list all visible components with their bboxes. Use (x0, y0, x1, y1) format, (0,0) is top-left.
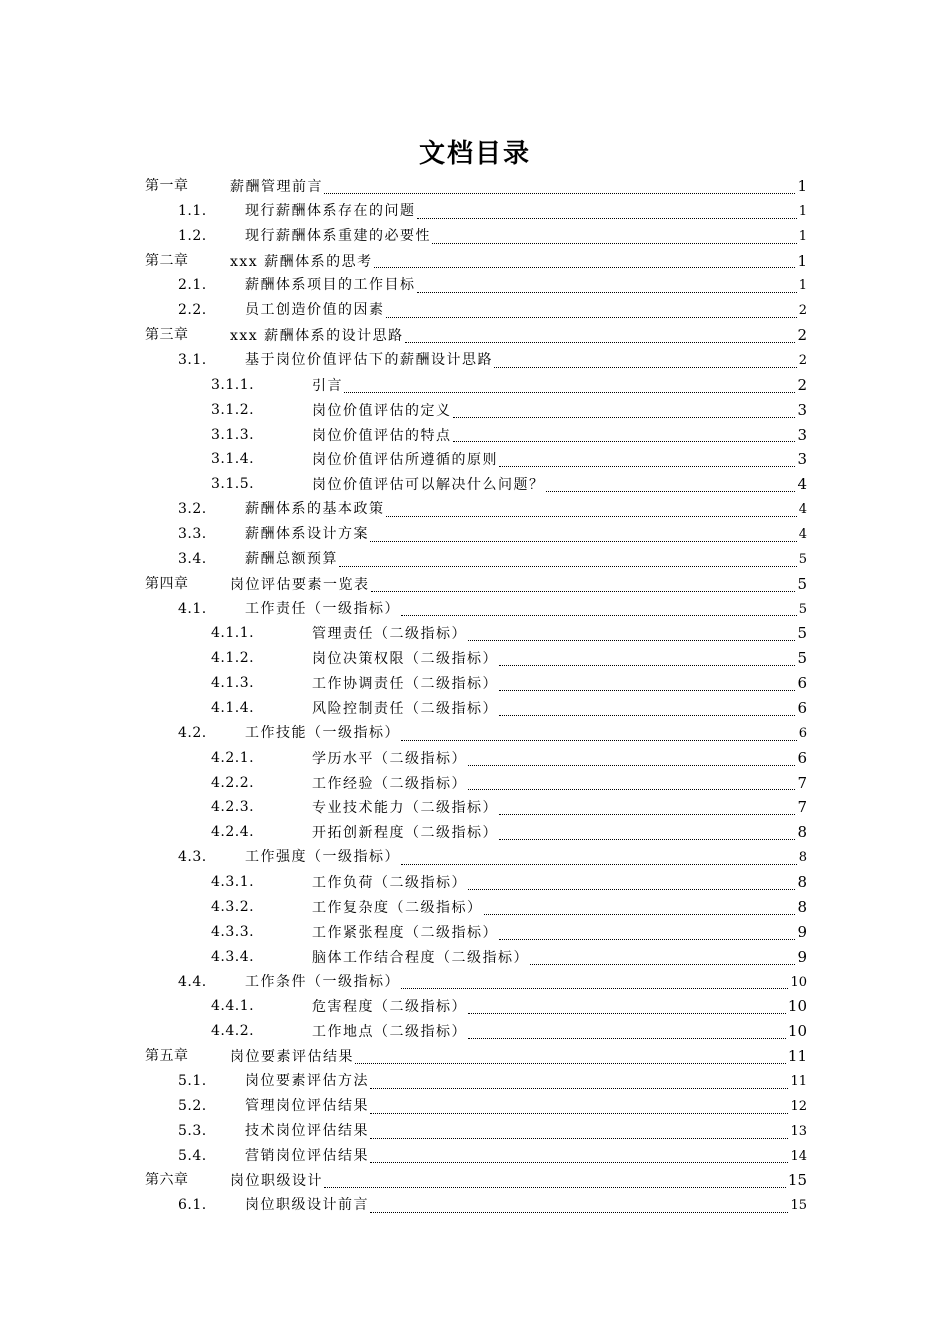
toc-entry-number: 3.1. (178, 352, 207, 369)
toc-entry-title: xxx 薪酬体系的思考 (230, 253, 373, 270)
toc-entry[interactable] (0, 497, 950, 522)
toc-entry-number: 2.2. (178, 302, 207, 319)
toc-entry[interactable] (0, 1144, 950, 1169)
toc-dot-leader (468, 789, 795, 790)
toc-entry-number: 4.1. (178, 600, 207, 617)
toc-entry-number: 4.2.2. (211, 774, 255, 791)
toc-entry-title: 岗位要素评估结果 (230, 1049, 354, 1066)
toc-entry[interactable] (0, 870, 950, 895)
toc-dot-leader (401, 740, 797, 741)
toc-entry-page: 6 (797, 699, 807, 718)
toc-entry-page: 2 (798, 353, 807, 369)
toc-entry-page: 8 (797, 873, 807, 892)
toc-dot-leader (417, 292, 797, 293)
toc-entry-page: 5 (798, 601, 807, 617)
toc-dot-leader (499, 814, 795, 815)
toc-entry[interactable] (0, 249, 950, 274)
toc-entry-page: 2 (797, 326, 807, 345)
toc-entry-page: 11 (787, 1047, 807, 1066)
toc-entry[interactable] (0, 696, 950, 721)
toc-entry[interactable] (0, 597, 950, 622)
toc-entry[interactable] (0, 373, 950, 398)
toc-entry-number: 4.2.1. (211, 749, 255, 766)
toc-entry-number: 第四章 (145, 575, 189, 592)
toc-entry-page: 8 (797, 897, 807, 916)
toc-dot-leader (370, 1212, 788, 1213)
toc-entry-page: 4 (798, 527, 807, 543)
toc-entry[interactable] (0, 771, 950, 796)
toc-entry[interactable] (0, 795, 950, 820)
toc-entry-title: 工作负荷（二级指标） (312, 875, 467, 892)
toc-dot-leader (370, 1088, 788, 1089)
toc-entry-page: 8 (797, 823, 807, 842)
toc-entry-title: 工作责任（一级指标） (245, 600, 400, 617)
toc-entry-title: xxx 薪酬体系的设计思路 (230, 328, 404, 345)
toc-entry[interactable] (0, 199, 950, 224)
toc-entry-title: 岗位价值评估可以解决什么问题？ (312, 477, 545, 494)
toc-entry-page: 15 (787, 1171, 807, 1190)
toc-entry-number: 4.3.2. (211, 898, 255, 915)
table-of-contents (0, 174, 950, 1218)
toc-entry-number: 5.1. (178, 1072, 207, 1089)
toc-dot-leader (468, 889, 795, 890)
toc-dot-leader (355, 1063, 786, 1064)
toc-entry-page: 10 (787, 1022, 807, 1041)
toc-dot-leader (417, 218, 797, 219)
toc-entry-title: 工作地点（二级指标） (312, 1024, 467, 1041)
toc-dot-leader (468, 765, 795, 766)
toc-dot-leader (468, 640, 795, 641)
toc-entry-page: 7 (797, 773, 807, 792)
toc-entry-page: 5 (797, 624, 807, 643)
toc-dot-leader (405, 342, 796, 343)
toc-dot-leader (401, 988, 788, 989)
toc-entry[interactable] (0, 1069, 950, 1094)
toc-entry-title: 岗位价值评估的特点 (312, 427, 452, 444)
toc-entry-number: 5.4. (178, 1147, 207, 1164)
toc-entry-title: 基于岗位价值评估下的薪酬设计思路 (245, 352, 493, 369)
toc-entry-number: 2.1. (178, 277, 207, 294)
toc-entry-number: 4.3.3. (211, 923, 255, 940)
toc-entry-page: 1 (798, 278, 807, 294)
toc-entry-page: 14 (790, 1148, 807, 1164)
toc-entry-title: 技术岗位评估结果 (245, 1122, 369, 1139)
toc-entry-number: 4.4.1. (211, 998, 255, 1015)
toc-entry[interactable] (0, 323, 950, 348)
toc-entry-page: 1 (797, 251, 807, 270)
toc-dot-leader (401, 615, 797, 616)
toc-dot-leader (530, 964, 795, 965)
toc-entry-title: 岗位决策权限（二级指标） (312, 651, 498, 668)
toc-entry-title: 现行薪酬体系存在的问题 (245, 202, 416, 219)
toc-entry[interactable] (0, 547, 950, 572)
toc-entry-page: 4 (797, 475, 807, 494)
toc-entry-title: 工作复杂度（二级指标） (312, 899, 483, 916)
toc-entry-title: 岗位价值评估的定义 (312, 402, 452, 419)
toc-dot-leader (432, 243, 797, 244)
toc-entry-title: 工作紧张程度（二级指标） (312, 924, 498, 941)
toc-dot-leader (401, 864, 797, 865)
toc-entry-page: 11 (790, 1073, 807, 1089)
page-title: 文档目录 (418, 139, 531, 169)
toc-entry-page: 1 (797, 177, 807, 195)
toc-dot-leader (370, 1138, 788, 1139)
toc-dot-leader (499, 939, 795, 940)
toc-entry-number: 4.1.1. (211, 625, 255, 642)
toc-dot-leader (499, 466, 795, 467)
toc-dot-leader (324, 193, 795, 194)
toc-entry-title: 现行薪酬体系重建的必要性 (245, 227, 431, 244)
toc-entry-number: 4.2.4. (211, 824, 255, 841)
toc-dot-leader (374, 267, 796, 268)
toc-entry[interactable] (0, 621, 950, 646)
toc-entry-title: 工作条件（一级指标） (245, 973, 400, 990)
toc-dot-leader (468, 1013, 786, 1014)
toc-entry-page: 12 (790, 1098, 807, 1114)
toc-entry-number: 4.4. (178, 973, 207, 990)
toc-entry-number: 第三章 (145, 327, 189, 344)
toc-entry-title: 风险控制责任（二级指标） (312, 701, 498, 718)
toc-entry-number: 5.3. (178, 1122, 207, 1139)
toc-entry-page: 10 (790, 974, 807, 990)
toc-entry[interactable] (0, 646, 950, 671)
toc-entry[interactable] (0, 522, 950, 547)
toc-entry-title: 工作经验（二级指标） (312, 775, 467, 792)
toc-entry-number: 3.1.5. (211, 476, 255, 493)
toc-entry[interactable] (0, 348, 950, 373)
toc-entry-page: 6 (797, 674, 807, 693)
toc-dot-leader (386, 317, 797, 318)
toc-entry-title: 薪酬体系的基本政策 (245, 501, 385, 518)
toc-entry-page: 10 (787, 997, 807, 1016)
toc-entry-page: 6 (797, 748, 807, 767)
toc-entry[interactable] (0, 970, 950, 995)
toc-entry-title: 学历水平（二级指标） (312, 750, 467, 767)
toc-entry-title: 管理岗位评估结果 (245, 1097, 369, 1114)
toc-entry-number: 3.1.2. (211, 401, 255, 418)
toc-entry-page: 2 (798, 303, 807, 319)
toc-entry-page: 2 (797, 375, 807, 394)
toc-entry[interactable] (0, 746, 950, 771)
toc-entry-number: 3.1.1. (211, 376, 255, 393)
toc-entry-title: 工作强度（一级指标） (245, 849, 400, 866)
toc-entry-number: 3.1.4. (211, 451, 255, 468)
toc-entry-title: 工作协调责任（二级指标） (312, 676, 498, 693)
toc-entry[interactable] (0, 845, 950, 870)
toc-entry[interactable] (0, 945, 950, 970)
toc-entry-number: 4.1.4. (211, 700, 255, 717)
toc-entry-page: 5 (797, 574, 807, 593)
toc-entry-number: 4.2.3. (211, 799, 255, 816)
toc-entry[interactable] (0, 298, 950, 323)
toc-entry-page: 5 (798, 551, 807, 567)
toc-entry[interactable] (0, 1019, 950, 1044)
toc-dot-leader (371, 591, 796, 592)
toc-entry[interactable] (0, 895, 950, 920)
toc-entry[interactable] (0, 224, 950, 249)
toc-entry-title: 脑体工作结合程度（二级指标） (312, 949, 529, 966)
toc-entry-number: 4.3.4. (211, 948, 255, 965)
toc-dot-leader (386, 516, 797, 517)
toc-entry-number: 第二章 (145, 252, 189, 269)
toc-dot-leader (499, 839, 795, 840)
toc-entry-page: 13 (790, 1123, 807, 1139)
toc-entry-number: 4.1.2. (211, 650, 255, 667)
toc-entry[interactable] (0, 423, 950, 448)
toc-entry[interactable] (0, 447, 950, 472)
toc-entry[interactable] (0, 1193, 950, 1218)
toc-entry-number: 1.1. (178, 202, 207, 219)
toc-entry[interactable] (0, 721, 950, 746)
toc-entry-title: 开拓创新程度（二级指标） (312, 825, 498, 842)
toc-entry-page: 15 (790, 1198, 807, 1214)
toc-dot-leader (324, 1187, 786, 1188)
toc-entry-number: 4.3. (178, 849, 207, 866)
toc-entry-number: 3.2. (178, 501, 207, 518)
toc-entry-title: 岗位评估要素一览表 (230, 576, 370, 593)
toc-entry-number: 4.1.3. (211, 675, 255, 692)
toc-dot-leader (499, 690, 795, 691)
toc-entry-number: 4.4.2. (211, 1023, 255, 1040)
toc-dot-leader (370, 541, 797, 542)
toc-dot-leader (370, 1162, 788, 1163)
toc-entry-title: 岗位职级设计 (230, 1173, 323, 1190)
toc-entry[interactable] (0, 1168, 950, 1193)
toc-dot-leader (344, 392, 795, 393)
toc-entry-page: 3 (797, 450, 807, 469)
toc-entry[interactable] (0, 174, 950, 199)
toc-entry-title: 薪酬体系项目的工作目标 (245, 277, 416, 294)
toc-entry[interactable] (0, 472, 950, 497)
toc-entry-number: 1.2. (178, 227, 207, 244)
toc-entry-title: 专业技术能力（二级指标） (312, 800, 498, 817)
toc-entry-title: 岗位要素评估方法 (245, 1072, 369, 1089)
toc-entry[interactable] (0, 820, 950, 845)
toc-entry[interactable] (0, 1044, 950, 1069)
toc-entry[interactable] (0, 1119, 950, 1144)
toc-entry-title: 危害程度（二级指标） (312, 999, 467, 1016)
toc-entry-page: 6 (798, 725, 807, 741)
toc-entry-page: 9 (797, 922, 807, 941)
toc-entry-page: 3 (797, 425, 807, 444)
toc-entry-title: 引言 (312, 377, 343, 394)
toc-entry[interactable] (0, 671, 950, 696)
toc-entry-number: 4.2. (178, 724, 207, 741)
toc-entry-number: 第一章 (145, 178, 189, 194)
toc-entry-number: 5.2. (178, 1097, 207, 1114)
toc-dot-leader (453, 441, 796, 442)
toc-entry[interactable] (0, 994, 950, 1019)
toc-dot-leader (339, 566, 797, 567)
toc-entry-number: 6.1. (178, 1197, 207, 1214)
toc-entry[interactable] (0, 398, 950, 423)
toc-entry-title: 管理责任（二级指标） (312, 626, 467, 643)
toc-dot-leader (370, 1113, 788, 1114)
toc-entry-page: 1 (798, 228, 807, 244)
toc-entry-page: 5 (797, 649, 807, 668)
toc-entry-page: 7 (797, 798, 807, 817)
toc-entry-number: 第六章 (145, 1172, 189, 1189)
toc-dot-leader (484, 914, 796, 915)
toc-entry-page: 9 (797, 947, 807, 966)
toc-entry[interactable] (0, 572, 950, 597)
toc-entry-page: 4 (798, 502, 807, 518)
toc-entry-number: 3.4. (178, 550, 207, 567)
toc-entry-number: 3.1.3. (211, 426, 255, 443)
toc-dot-leader (499, 715, 795, 716)
toc-entry[interactable] (0, 273, 950, 298)
toc-entry-title: 薪酬总额预算 (245, 550, 338, 567)
toc-dot-leader (468, 1038, 786, 1039)
toc-entry[interactable] (0, 1094, 950, 1119)
toc-entry-title: 薪酬体系设计方案 (245, 526, 369, 543)
toc-dot-leader (453, 417, 796, 418)
toc-entry-title: 薪酬管理前言 (230, 179, 323, 195)
toc-entry-number: 第五章 (145, 1048, 189, 1065)
toc-entry-page: 1 (798, 203, 807, 219)
toc-entry-title: 岗位价值评估所遵循的原则 (312, 452, 498, 469)
toc-entry-number: 4.3.1. (211, 874, 255, 891)
toc-entry-title: 营销岗位评估结果 (245, 1147, 369, 1164)
toc-entry-title: 岗位职级设计前言 (245, 1197, 369, 1214)
toc-entry[interactable] (0, 920, 950, 945)
toc-entry-title: 员工创造价值的因素 (245, 302, 385, 319)
toc-entry-page: 8 (798, 850, 807, 866)
toc-entry-page: 3 (797, 400, 807, 419)
toc-dot-leader (494, 367, 797, 368)
toc-entry-title: 工作技能（一级指标） (245, 724, 400, 741)
toc-dot-leader (546, 491, 796, 492)
toc-entry-number: 3.3. (178, 526, 207, 543)
toc-dot-leader (499, 665, 795, 666)
